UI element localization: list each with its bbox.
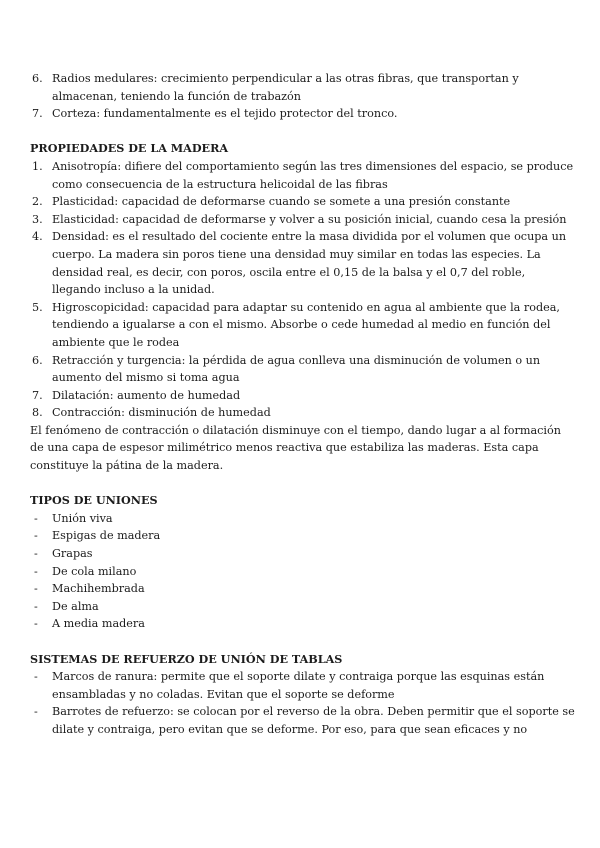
list-item-text: Dilatación: aumento de humedad (52, 388, 241, 402)
list-item-text: Higroscopicidad: capacidad para adaptar su contenido en agua al ambiente que la rodea, tendiendo a igualarse a con el mismo. Absorbe o cede humedad al medio en función del ambiente que le rodea (52, 300, 560, 349)
list-item-text: Elasticidad: capacidad de deformarse y volver a su posición inicial, cuando cesa la presión (52, 212, 567, 226)
intro-list (30, 70, 575, 123)
list-number: 1. (32, 159, 43, 173)
dash-marker: - (34, 670, 38, 684)
list-item (30, 228, 575, 298)
list-item (30, 563, 575, 581)
document-page (30, 70, 575, 739)
list-item (30, 527, 575, 545)
section-heading-uniones: TIPOS DE UNIONES (30, 493, 158, 508)
list-number: 2. (32, 195, 43, 209)
list-item (30, 193, 575, 211)
dash-marker: - (34, 599, 38, 613)
list-item (30, 668, 575, 703)
list-item-text: Anisotropía: difiere del comportamiento según las tres dimensiones del espacio, se produce como consecuencia de la estructura helicoidal de las fibras (52, 159, 574, 191)
dash-marker: - (34, 564, 38, 578)
list-item-text: Marcos de ranura: permite que el soporte dilate y contraiga porque las esquinas están ensambladas y no coladas. Evitan que el soporte se deforme (52, 670, 545, 701)
list-item (30, 510, 575, 528)
list-item (30, 703, 575, 738)
spacer (30, 123, 575, 141)
list-number: 7. (32, 388, 43, 402)
list-item (30, 158, 575, 193)
list-item (30, 211, 575, 229)
list-item-text: Unión viva (52, 511, 113, 525)
list-item (30, 352, 575, 387)
dash-marker: - (34, 547, 38, 561)
list-item (30, 299, 575, 352)
list-item-text: Radios medulares: crecimiento perpendicular a las otras fibras, que transportan y almacenan, teniendo la función de trabazón (52, 72, 519, 103)
list-item-text: Plasticidad: capacidad de deformarse cuando se somete a una presión constante (52, 195, 511, 209)
list-number: 3. (32, 212, 43, 226)
list-item-text: Retracción y turgencia: la pérdida de agua conlleva una disminución de volumen o un aumento del mismo si toma agua (52, 353, 541, 385)
list-item (30, 70, 575, 105)
list-number: 7. (32, 107, 43, 121)
list-item (30, 580, 575, 598)
list-item (30, 545, 575, 563)
list-item (30, 615, 575, 633)
list-item-text: De cola milano (52, 564, 137, 578)
section-heading-refuerzo: SISTEMAS DE REFUERZO DE UNIÓN DE TABLAS (30, 651, 343, 666)
list-item-text: A media madera (52, 617, 145, 631)
list-item (30, 404, 575, 422)
refuerzo-list (30, 668, 575, 738)
list-item-text: Grapas (52, 547, 93, 561)
list-number: 6. (32, 353, 43, 367)
uniones-list (30, 510, 575, 633)
list-item-text: Corteza: fundamentalmente es el tejido protector del tronco. (52, 107, 398, 121)
list-item (30, 387, 575, 405)
list-number: 6. (32, 72, 43, 85)
dash-marker: - (34, 705, 38, 719)
list-item-text: De alma (52, 599, 99, 613)
list-item-text: Densidad: es el resultado del cociente entre la masa dividida por el volumen que ocupa un cuerpo. La madera sin poros tiene una densidad muy similar en todas las especies. La densidad real, es decir, con poros, oscila entre el 0,15 de la balsa y el 0,7 del roble, llegando incluso a la unidad. (52, 230, 567, 297)
list-item-text: Espigas de madera (52, 529, 161, 543)
list-item-text: Machihembrada (52, 582, 145, 596)
spacer (30, 633, 575, 651)
spacer (30, 475, 575, 493)
list-number: 8. (32, 406, 43, 420)
section-heading-propiedades: PROPIEDADES DE LA MADERA (30, 141, 229, 156)
list-item (30, 105, 575, 123)
propiedades-paragraph: El fenómeno de contracción o dilatación disminuye con el tiempo, dando lugar a al formación de una capa de espesor milimétrico menos reactiva que estabiliza las maderas. Esta capa constituye la pátina de la madera. (30, 423, 561, 473)
list-number: 4. (32, 230, 43, 244)
dash-marker: - (34, 529, 38, 543)
dash-marker: - (34, 511, 38, 525)
list-item (30, 598, 575, 616)
list-item-text: Barrotes de refuerzo: se colocan por el reverso de la obra. Deben permitir que el soporte se dilate y contraiga, pero evitan que se deforme. Por eso, para que sean eficaces y no (52, 705, 575, 736)
list-item-text: Contracción: disminución de humedad (52, 406, 271, 420)
propiedades-list (30, 158, 575, 422)
dash-marker: - (34, 617, 38, 631)
list-number: 5. (32, 300, 43, 314)
dash-marker: - (34, 582, 38, 596)
